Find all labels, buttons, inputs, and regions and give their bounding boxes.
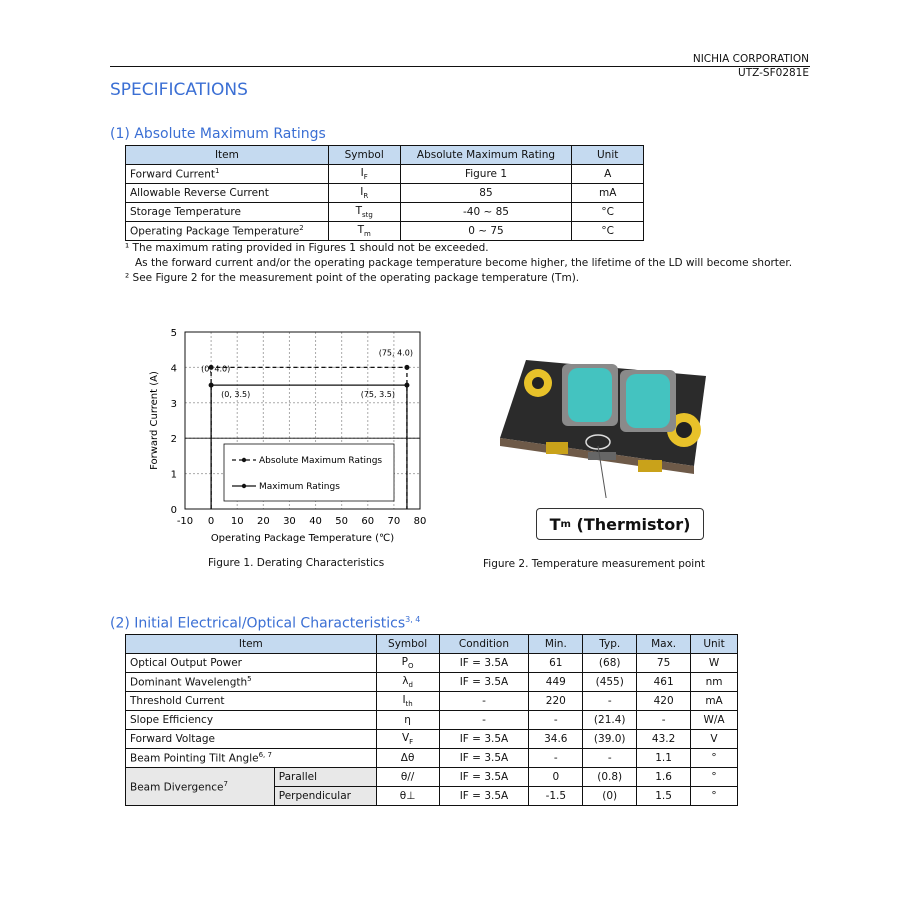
item-text: Threshold Current [130,695,225,707]
callout-main: T [549,514,561,534]
table-header: Condition [439,635,529,654]
x-tick-label: 70 [387,516,401,527]
cond-cell: IF = 3.5A [439,787,529,806]
legend-marker [242,458,246,462]
table-header: Typ. [583,635,637,654]
item-cell [126,165,329,184]
item-cell [126,184,329,203]
max-cell: 43.2 [637,730,691,749]
callout-rest: (Thermistor) [570,514,691,534]
symbol-cell [376,711,439,730]
min-cell: 34.6 [529,730,583,749]
unit-cell: nm [691,673,738,692]
item-cell [126,692,377,711]
footnote-1: ¹ The maximum rating provided in Figures 1 should not be exceeded. [125,242,489,254]
table-row [126,749,738,768]
symbol-cell [328,222,400,241]
table-row [126,203,644,222]
item-sup: 7 [223,779,228,788]
table-row [126,184,644,203]
legend-label: Maximum Ratings [259,482,340,492]
table-header: Unit [572,146,644,165]
item-text: Allowable Reverse Current [130,187,269,199]
electrical-optical-table [125,634,738,806]
symbol-sub: F [363,173,368,182]
point-annotation: (75, 4.0) [378,348,413,358]
footnote-1b: As the forward current and/or the operating package temperature become higher, the lifetime of the LD will become shorter. [135,257,793,269]
table-row [126,711,738,730]
data-point [404,383,409,388]
legend-marker [242,484,246,488]
rating-cell: -40 ~ 85 [400,203,572,222]
table-row [126,673,738,692]
typ-cell: (68) [583,654,637,673]
data-point [404,365,409,370]
symbol-text: T [357,223,364,236]
symbol-sub: stg [361,211,373,220]
max-cell: 75 [637,654,691,673]
sym-cell: θ⊥ [376,787,439,806]
item-sup: 5 [247,675,252,684]
sub-item-cell: Parallel [274,768,376,787]
figure1-caption: Figure 1. Derating Characteristics [208,557,385,569]
page-title: SPECIFICATIONS [110,80,248,100]
item-sup: 2 [299,224,304,233]
symbol-text: I [360,185,364,198]
unit-cell: mA [572,184,644,203]
symbol-sub: F [409,738,414,747]
y-tick-label: 4 [170,363,177,375]
item-cell [126,673,377,692]
min-cell: 0 [529,768,583,787]
y-tick-label: 0 [170,505,177,516]
point-annotation: (75, 3.5) [360,390,395,400]
min-cell: 220 [529,692,583,711]
beam-divergence-cell [126,768,275,806]
symbol-text: Δθ [400,752,415,764]
symbol-cell [328,184,400,203]
table-header: Max. [637,635,691,654]
symbol-text: η [404,714,411,726]
item-text: Beam Pointing Tilt Angle [130,752,259,765]
symbol-cell [376,673,439,692]
max-cell: 1.5 [637,787,691,806]
cond-cell: IF = 3.5A [439,673,529,692]
typ-cell: (21.4) [583,711,637,730]
item-cell [126,711,377,730]
section2-title-text: (2) Initial Electrical/Optical Characteristics [110,615,406,632]
symbol-text: V [401,731,410,744]
symbol-sub: O [408,662,414,671]
item-text: Storage Temperature [130,206,241,218]
item-cell [126,730,377,749]
symbol-sub: R [363,192,369,201]
x-tick-label: 10 [230,516,244,527]
symbol-cell [376,749,439,768]
item-cell [126,203,329,222]
item-cell [126,654,377,673]
rating-cell: Figure 1 [400,165,572,184]
table-row [126,654,738,673]
doc-id: UTZ-SF0281E [738,67,809,79]
item-cell [126,749,377,768]
table-row [126,768,738,787]
typ-cell: - [583,749,637,768]
max-cell: 420 [637,692,691,711]
item-text: Operating Package Temperature [130,225,300,238]
item-cell [126,222,329,241]
symbol-sub: th [405,700,413,709]
cond-cell: IF = 3.5A [439,768,529,787]
table-header: Unit [691,635,738,654]
item-sup: 1 [215,167,220,176]
max-cell: 1.6 [637,768,691,787]
section1-title: (1) Absolute Maximum Ratings [110,126,326,142]
unit-cell: °C [572,222,644,241]
table-header: Item [126,635,377,654]
callout-sub: m [560,518,571,530]
max-cell: - [637,711,691,730]
table-header: Symbol [328,146,400,165]
table-header: Symbol [376,635,439,654]
min-cell: - [529,711,583,730]
x-tick-label: 40 [309,516,322,527]
item-text: Forward Current [130,168,215,181]
table-row [126,165,644,184]
legend-label: Absolute Maximum Ratings [259,456,383,466]
rating-cell: 0 ~ 75 [400,222,572,241]
item-text: Dominant Wavelength [130,676,248,689]
min-cell: -1.5 [529,787,583,806]
unit-cell: °C [572,203,644,222]
header-rule [110,66,810,67]
typ-cell: (455) [583,673,637,692]
thermistor-callout [536,508,704,540]
unit-cell: mA [691,692,738,711]
symbol-cell [328,203,400,222]
y-axis-label: Forward Current (A) [149,371,160,470]
sub-item-cell: Perpendicular [274,787,376,806]
x-tick-label: -10 [176,516,194,527]
point-annotation: (0, 3.5) [221,390,251,400]
cond-cell: - [439,711,529,730]
typ-cell: (39.0) [583,730,637,749]
symbol-cell [376,730,439,749]
point-annotation: (0, 4.0) [201,364,231,374]
cond-cell: IF = 3.5A [439,654,529,673]
x-tick-label: 50 [335,516,349,527]
cond-cell: - [439,692,529,711]
footnote-2: ² See Figure 2 for the measurement point of the operating package temperature (Tm). [125,272,580,284]
legend-box [224,444,394,501]
symbol-sub: m [364,230,371,239]
data-point [209,383,214,388]
cond-cell: IF = 3.5A [439,749,529,768]
absolute-max-table [125,145,644,241]
section2-title [110,615,420,632]
figure2-caption: Figure 2. Temperature measurement point [483,558,705,570]
table-header: Absolute Maximum Rating [400,146,572,165]
max-cell: 461 [637,673,691,692]
x-tick-label: 60 [361,516,375,527]
table-row [126,692,738,711]
derating-chart [140,320,440,550]
symbol-text: P [401,655,408,668]
symbol-text: I [402,693,406,706]
unit-cell: ° [691,787,738,806]
symbol-sub: d [408,681,413,690]
unit-cell: W/A [691,711,738,730]
item-text: Slope Efficiency [130,714,214,726]
symbol-cell [376,692,439,711]
y-tick-label: 3 [170,398,177,410]
x-tick-label: 0 [207,516,215,527]
unit-cell: ° [691,768,738,787]
sym-cell: θ// [376,768,439,787]
min-cell: - [529,749,583,768]
x-axis-label: Operating Package Temperature (℃) [210,533,395,544]
symbol-cell [376,654,439,673]
rating-cell: 85 [400,184,572,203]
max-cell: 1.1 [637,749,691,768]
table-header: Min. [529,635,583,654]
table-row [126,222,644,241]
symbol-text: I [360,166,364,179]
unit-cell: W [691,654,738,673]
x-tick-label: 80 [413,516,427,527]
symbol-text: T [355,204,362,217]
item-text: Forward Voltage [130,733,215,745]
typ-cell: - [583,692,637,711]
laser-module-image [488,338,720,498]
symbol-cell [328,165,400,184]
y-tick-label: 5 [170,328,177,339]
min-cell: 449 [529,673,583,692]
y-tick-label: 1 [170,469,177,481]
symbol-text: λ [402,674,409,687]
unit-cell: A [572,165,644,184]
item-sup: 6, 7 [258,751,272,760]
item-text: Beam Divergence [130,781,224,794]
y-tick-label: 2 [170,434,177,446]
item-text: Optical Output Power [130,657,242,669]
section2-title-sup: 3, 4 [405,615,421,624]
table-row [126,730,738,749]
x-tick-label: 20 [256,516,270,527]
typ-cell: (0) [583,787,637,806]
unit-cell: V [691,730,738,749]
table-header: Item [126,146,329,165]
company-name: NICHIA CORPORATION [692,53,809,65]
min-cell: 61 [529,654,583,673]
x-tick-label: 30 [283,516,296,527]
cond-cell: IF = 3.5A [439,730,529,749]
unit-cell: ° [691,749,738,768]
typ-cell: (0.8) [583,768,637,787]
